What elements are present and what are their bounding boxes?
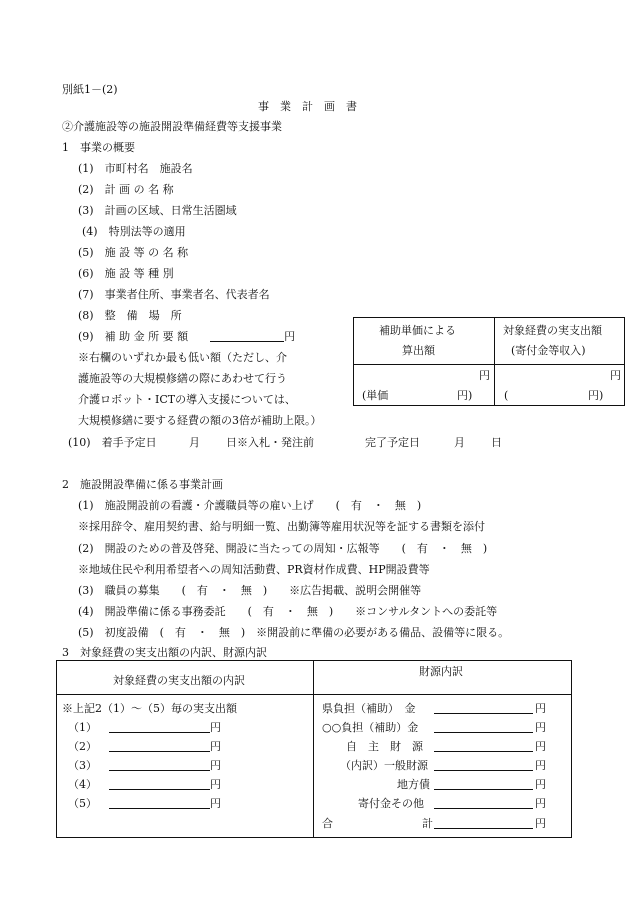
item-operator: (7) 事業者住所、事業者名、代表者名 xyxy=(78,288,270,301)
funding-total-yen: 円 xyxy=(535,817,546,830)
start-day-note: 日※入札・発注前 xyxy=(226,436,314,449)
unit-price-header-1: 補助単価による xyxy=(379,324,456,337)
expense-row-2 xyxy=(68,741,221,752)
expense-row-3-yen: 円 xyxy=(210,759,221,772)
funding-total-right: 計 xyxy=(422,817,433,830)
prep-note-2: ※地域住民や利用希望者への周知活動費、PR資材作成費、HP開設費等 xyxy=(78,563,430,576)
funding-general-yen: 円 xyxy=(535,759,546,772)
actual-expense-header-1: 対象経費の実支出額 xyxy=(503,324,602,337)
prep-item-4: (4) 開設準備に係る事務委託 ( 有 ・ 無 ) ※コンサルタントへの委託等 xyxy=(78,605,498,618)
funding-right-header: 財源内訳 xyxy=(419,665,463,678)
item-subsidy-amount xyxy=(78,331,295,342)
item-special-law: (4) 特別法等の適用 xyxy=(82,225,186,238)
actual-expense-sub-right: 円) xyxy=(588,389,604,402)
subsidy-table-row-divider xyxy=(353,364,625,365)
funding-row-general: （内訳）一般財源 xyxy=(340,759,428,772)
expense-row-1-yen: 円 xyxy=(210,721,221,734)
item-municipality: (1) 市町村名 施設名 xyxy=(78,162,193,175)
expense-row-1-label: （1） xyxy=(68,721,97,734)
actual-expense-header-2: (寄付金等収入) xyxy=(511,344,586,357)
funding-bond-field[interactable] xyxy=(434,779,533,790)
expense-row-5-yen: 円 xyxy=(210,797,221,810)
funding-donation-yen: 円 xyxy=(535,797,546,810)
expense-row-3 xyxy=(68,760,221,771)
item-plan-name: (2) 計 画 の 名 称 xyxy=(78,183,174,196)
expense-row-4-yen: 円 xyxy=(210,778,221,791)
subsidy-yen-unit: 円 xyxy=(284,330,296,343)
funding-total-field[interactable] xyxy=(434,818,533,829)
funding-row-donation: 寄付金その他 xyxy=(358,797,424,810)
note-line-3: 介護ロボット・ICTの導入支援については、 xyxy=(78,393,296,406)
item-subsidy-label: (9) 補 助 金 所 要 額 xyxy=(78,330,189,343)
note-line-4: 大規模修繕に要する経費の額の3倍が補助上限。） xyxy=(78,414,322,427)
funding-own-yen: 円 xyxy=(535,740,546,753)
expense-row-5-field[interactable] xyxy=(109,798,210,809)
prep-note-1: ※採用辞令、雇用契約書、給与明細一覧、出勤簿等雇用状況等を証する書類を添付 xyxy=(78,520,485,533)
expense-row-5-label: （5） xyxy=(68,797,97,810)
expense-left-note: ※上記2（1）～（5）毎の実支出額 xyxy=(62,702,237,715)
funding-own-field[interactable] xyxy=(434,741,533,752)
funding-pref-field[interactable] xyxy=(434,703,533,714)
unit-price-yen: 円 xyxy=(479,369,490,382)
expense-table-divider xyxy=(313,660,314,838)
note-line-2: 護施設等の大規模修繕の際にあわせて行う xyxy=(78,372,287,385)
prep-item-2: (2) 開設のための普及啓発、開設に当たっての周知・広報等 ( 有 ・ 無 ) xyxy=(78,542,488,555)
funding-row-own: 自 主 財 源 xyxy=(346,740,423,753)
section3-heading: 3 対象経費の実支出額の内訳、財源内訳 xyxy=(62,646,267,659)
item-facility-type: (6) 施 設 等 種 別 xyxy=(78,267,174,280)
section1-heading: 1 事業の概要 xyxy=(62,141,135,154)
item-facility-name: (5) 施 設 等 の 名 称 xyxy=(78,246,189,259)
document-title: 事 業 計 画 書 xyxy=(258,100,357,113)
form-id: 別紙1－(2) xyxy=(62,83,118,96)
expense-row-1-field[interactable] xyxy=(109,722,210,733)
complete-date-label: 完了予定日 xyxy=(365,436,420,449)
item-start-date-label: (10) 着手予定日 xyxy=(68,436,157,449)
expense-row-2-yen: 円 xyxy=(210,740,221,753)
expense-row-3-label: （3） xyxy=(68,759,97,772)
funding-muni-field[interactable] xyxy=(434,722,533,733)
funding-pref-yen: 円 xyxy=(535,702,546,715)
subsidy-amount-field[interactable] xyxy=(210,331,284,342)
item-plan-area: (3) 計画の区域、日常生活圏域 xyxy=(78,204,237,217)
complete-day-unit: 日 xyxy=(491,436,502,449)
expense-left-header: 対象経費の実支出額の内訳 xyxy=(113,674,245,687)
funding-muni-yen: 円 xyxy=(535,721,546,734)
start-month-unit: 月 xyxy=(189,436,200,449)
expense-row-2-label: （2） xyxy=(68,740,97,753)
prep-item-1: (1) 施設開設前の看護・介護職員等の雇い上げ ( 有 ・ 無 ) xyxy=(78,499,422,512)
subsidy-table-divider xyxy=(494,317,495,406)
funding-row-muni: ○○負担（補助）金 xyxy=(322,721,419,734)
funding-bond-yen: 円 xyxy=(535,778,546,791)
funding-donation-field[interactable] xyxy=(434,798,533,809)
unit-price-sub-right: 円) xyxy=(457,389,473,402)
expense-row-4-label: （4） xyxy=(68,778,97,791)
item-location: (8) 整 備 場 所 xyxy=(78,309,182,322)
funding-total-left: 合 xyxy=(322,817,333,830)
funding-general-field[interactable] xyxy=(434,760,533,771)
expense-row-4 xyxy=(68,779,221,790)
funding-row-pref: 県負担（補助） 金 xyxy=(322,702,416,715)
actual-expense-sub-left: ( xyxy=(504,389,509,402)
expense-row-1 xyxy=(68,722,221,733)
expense-row-3-field[interactable] xyxy=(109,760,210,771)
prep-item-5: (5) 初度設備 ( 有 ・ 無 ) ※開設前に準備の必要がある備品、設備等に限る。 xyxy=(78,626,510,639)
actual-expense-yen: 円 xyxy=(610,369,621,382)
funding-row-bond: 地方債 xyxy=(397,778,430,791)
note-line-1: ※右欄のいずれか最も低い額（ただし、介 xyxy=(78,351,287,364)
unit-price-sub-left: (単価 xyxy=(362,389,389,402)
expense-row-4-field[interactable] xyxy=(109,779,210,790)
document-subtitle: ②介護施設等の施設開設準備経費等支援事業 xyxy=(62,120,282,133)
prep-item-3: (3) 職員の募集 ( 有 ・ 無 ) ※広告掲載、説明会開催等 xyxy=(78,584,422,597)
complete-month-unit: 月 xyxy=(454,436,465,449)
section2-heading: 2 施設開設準備に係る事業計画 xyxy=(62,478,223,491)
expense-row-5 xyxy=(68,798,221,809)
unit-price-header-2: 算出額 xyxy=(402,344,435,357)
expense-table-header-line xyxy=(56,694,572,695)
expense-row-2-field[interactable] xyxy=(109,741,210,752)
